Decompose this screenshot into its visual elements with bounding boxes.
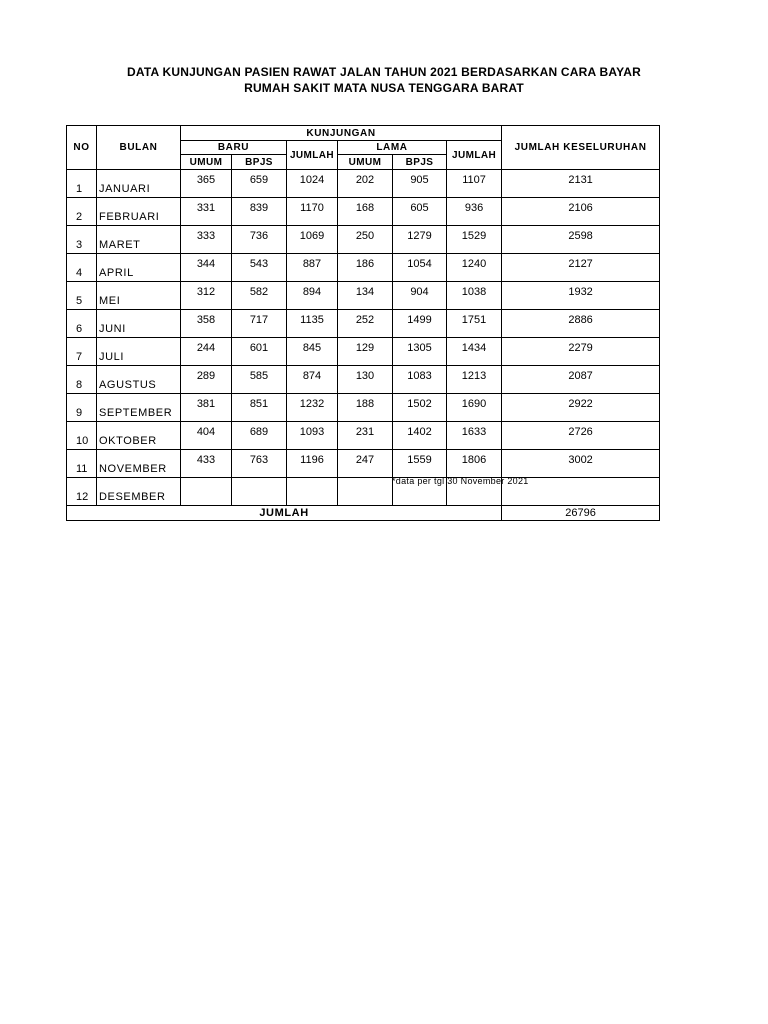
cell-no: 1: [67, 170, 97, 198]
cell-lama-jumlah: 1213: [447, 366, 502, 394]
cell-baru-bpjs: 601: [232, 338, 287, 366]
cell-lama-jumlah: 1751: [447, 310, 502, 338]
cell-baru-umum: 358: [181, 310, 232, 338]
cell-baru-bpjs: 585: [232, 366, 287, 394]
cell-lama-jumlah: 936: [447, 198, 502, 226]
document-title: DATA KUNJUNGAN PASIEN RAWAT JALAN TAHUN 2021 BERDASARKAN CARA BAYAR: [127, 65, 641, 79]
footnote: *data per tgl 30 November 2021: [392, 476, 529, 486]
cell-total: 1932: [502, 282, 660, 310]
total-label: JUMLAH: [67, 506, 502, 521]
cell-baru-jumlah: 874: [287, 366, 338, 394]
total-value: 26796: [502, 506, 660, 521]
cell-baru-bpjs: 839: [232, 198, 287, 226]
cell-total: 2087: [502, 366, 660, 394]
cell-lama-umum: 202: [338, 170, 393, 198]
cell-total: 2886: [502, 310, 660, 338]
cell-baru-umum: 333: [181, 226, 232, 254]
table-row: [67, 310, 660, 338]
cell-lama-bpjs: 605: [393, 198, 447, 226]
cell-lama-bpjs: 1499: [393, 310, 447, 338]
table-row: [67, 226, 660, 254]
header-bulan: BULAN: [97, 126, 181, 170]
cell-lama-jumlah: 1107: [447, 170, 502, 198]
cell-lama-umum: 186: [338, 254, 393, 282]
table-body: [67, 170, 660, 506]
cell-total: 3002: [502, 450, 660, 478]
header-lama-bpjs: BPJS: [393, 155, 447, 170]
cell-baru-jumlah: 1024: [287, 170, 338, 198]
cell-lama-umum: 252: [338, 310, 393, 338]
table-row: [67, 338, 660, 366]
header-lama-umum: UMUM: [338, 155, 393, 170]
cell-bulan: MEI: [97, 282, 181, 310]
cell-no: 2: [67, 198, 97, 226]
cell-no: 8: [67, 366, 97, 394]
table-row: [67, 478, 660, 506]
cell-baru-bpjs: 659: [232, 170, 287, 198]
cell-lama-jumlah: 1434: [447, 338, 502, 366]
cell-lama-bpjs: 1559: [393, 450, 447, 478]
cell-baru-bpjs: 763: [232, 450, 287, 478]
cell-lama-jumlah: 1806: [447, 450, 502, 478]
cell-lama-jumlah: 1690: [447, 394, 502, 422]
cell-baru-umum: 433: [181, 450, 232, 478]
cell-total: 2279: [502, 338, 660, 366]
cell-total: 2922: [502, 394, 660, 422]
cell-no: 5: [67, 282, 97, 310]
cell-lama-umum: 129: [338, 338, 393, 366]
cell-baru-jumlah: 1232: [287, 394, 338, 422]
cell-lama-jumlah: 1240: [447, 254, 502, 282]
cell-baru-jumlah: 1093: [287, 422, 338, 450]
cell-lama-umum: [338, 478, 393, 506]
cell-baru-bpjs: 717: [232, 310, 287, 338]
cell-total: 2598: [502, 226, 660, 254]
cell-baru-jumlah: [287, 478, 338, 506]
table-row: [67, 254, 660, 282]
cell-lama-jumlah: 1038: [447, 282, 502, 310]
cell-lama-umum: 247: [338, 450, 393, 478]
cell-baru-bpjs: [232, 478, 287, 506]
cell-baru-jumlah: 845: [287, 338, 338, 366]
cell-no: 7: [67, 338, 97, 366]
cell-no: 11: [67, 450, 97, 478]
cell-lama-umum: 231: [338, 422, 393, 450]
cell-baru-jumlah: 887: [287, 254, 338, 282]
cell-lama-bpjs: 1083: [393, 366, 447, 394]
cell-baru-umum: 344: [181, 254, 232, 282]
cell-lama-bpjs: 905: [393, 170, 447, 198]
header-jumlah-keseluruhan: JUMLAH KESELURUHAN: [502, 126, 660, 170]
cell-no: 3: [67, 226, 97, 254]
cell-no: 6: [67, 310, 97, 338]
cell-bulan: AGUSTUS: [97, 366, 181, 394]
table-row: [67, 366, 660, 394]
cell-baru-bpjs: 689: [232, 422, 287, 450]
header-baru-jumlah: JUMLAH: [287, 141, 338, 170]
cell-baru-jumlah: 1069: [287, 226, 338, 254]
header-baru-bpjs: BPJS: [232, 155, 287, 170]
cell-bulan: MARET: [97, 226, 181, 254]
table-row: [67, 450, 660, 478]
cell-lama-umum: 188: [338, 394, 393, 422]
cell-bulan: OKTOBER: [97, 422, 181, 450]
cell-total: 2127: [502, 254, 660, 282]
cell-no: 4: [67, 254, 97, 282]
cell-total: 2131: [502, 170, 660, 198]
table-row: [67, 170, 660, 198]
table-row: [67, 422, 660, 450]
cell-no: 12: [67, 478, 97, 506]
cell-bulan: DESEMBER: [97, 478, 181, 506]
cell-baru-umum: 312: [181, 282, 232, 310]
cell-no: 10: [67, 422, 97, 450]
cell-bulan: SEPTEMBER: [97, 394, 181, 422]
header-kunjungan: KUNJUNGAN: [181, 126, 502, 141]
cell-lama-umum: 130: [338, 366, 393, 394]
table-row: [67, 198, 660, 226]
header-lama-jumlah: JUMLAH: [447, 141, 502, 170]
cell-baru-umum: [181, 478, 232, 506]
cell-bulan: JANUARI: [97, 170, 181, 198]
cell-lama-bpjs: 1402: [393, 422, 447, 450]
cell-baru-umum: 404: [181, 422, 232, 450]
cell-baru-bpjs: 543: [232, 254, 287, 282]
cell-lama-jumlah: 1633: [447, 422, 502, 450]
cell-lama-jumlah: 1529: [447, 226, 502, 254]
header-baru: BARU: [181, 141, 287, 155]
cell-lama-bpjs: 1279: [393, 226, 447, 254]
cell-total: 2726: [502, 422, 660, 450]
document-subtitle: RUMAH SAKIT MATA NUSA TENGGARA BARAT: [244, 81, 524, 95]
cell-bulan: FEBRUARI: [97, 198, 181, 226]
cell-total: 2106: [502, 198, 660, 226]
cell-baru-umum: 381: [181, 394, 232, 422]
cell-baru-jumlah: 1170: [287, 198, 338, 226]
cell-lama-bpjs: 1305: [393, 338, 447, 366]
cell-baru-jumlah: 894: [287, 282, 338, 310]
cell-lama-umum: 134: [338, 282, 393, 310]
cell-lama-umum: 168: [338, 198, 393, 226]
cell-baru-bpjs: 582: [232, 282, 287, 310]
cell-baru-jumlah: 1196: [287, 450, 338, 478]
cell-bulan: NOVEMBER: [97, 450, 181, 478]
cell-lama-bpjs: 1054: [393, 254, 447, 282]
cell-lama-umum: 250: [338, 226, 393, 254]
visits-table: [66, 125, 660, 521]
cell-baru-umum: 365: [181, 170, 232, 198]
cell-bulan: APRIL: [97, 254, 181, 282]
header-lama: LAMA: [338, 141, 447, 155]
cell-baru-umum: 244: [181, 338, 232, 366]
table-row: [67, 282, 660, 310]
header-no: NO: [67, 126, 97, 170]
cell-baru-jumlah: 1135: [287, 310, 338, 338]
cell-baru-umum: 289: [181, 366, 232, 394]
table-row: [67, 394, 660, 422]
cell-baru-bpjs: 736: [232, 226, 287, 254]
header-baru-umum: UMUM: [181, 155, 232, 170]
cell-no: 9: [67, 394, 97, 422]
cell-lama-bpjs: 904: [393, 282, 447, 310]
cell-bulan: JULI: [97, 338, 181, 366]
cell-baru-bpjs: 851: [232, 394, 287, 422]
cell-baru-umum: 331: [181, 198, 232, 226]
cell-bulan: JUNI: [97, 310, 181, 338]
cell-lama-bpjs: 1502: [393, 394, 447, 422]
